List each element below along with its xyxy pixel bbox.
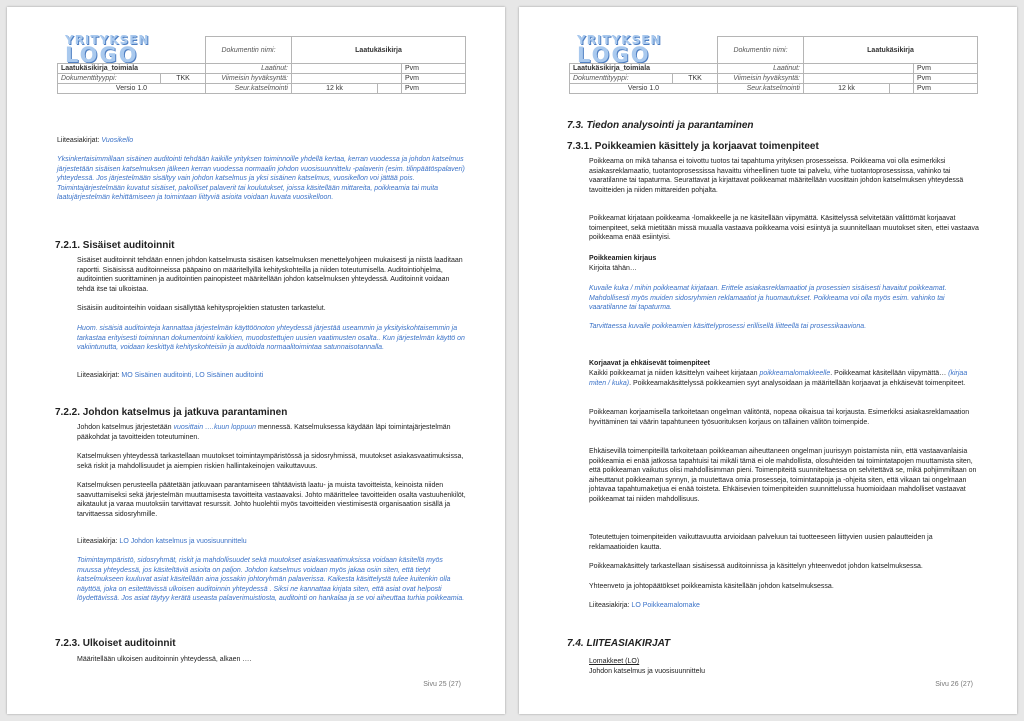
followup-value: 12 kk [804,84,890,94]
followup-value: 12 kk [292,84,378,94]
doctype-label: Dokumenttityyppi: [570,74,673,84]
process-guidance: Tarvittaessa kuvaile poikkeamien käsittelyprosessi erillisellä liitteellä tai prosessikaaviona. [589,323,867,330]
doc-name-value: Laatukäsikirja [804,37,978,64]
appendix-line: Liiteasiakirjat: Vuosikello [57,137,134,144]
doctype-label: Dokumenttityyppi: [58,74,161,84]
section-7-2-1-heading: 7.2.1. Sisäiset auditoinnit [55,240,175,251]
section-7-2-2-heading: 7.2.2. Johdon katselmus ja jatkuva parantaminen [55,407,288,418]
section-7-2-1-paragraph-1: Sisäiset auditoinnit tehdään ennen johdon katselmusta sisäisen katselmuksen menettelyohjeen mukaisesti ja niistä laaditaan raportti. Sisäisissä auditoinneissa pääpaino on määritellyillä kehityskohteilla ja niiden toteutumisella. Auditointiohjelma, auditointien suorittaminen ja auditointien painopisteet määritellään johdon katselmuksen yhteydessä. Auditoinnit voidaan tehdä itse tai ulkoistaa. [77,257,463,293]
section-7-2-2-paragraph-2: Katselmuksen yhteydessä tarkastellaan muutokset toimintaympäristössä ja sidosryhmissä, muutokset asiakasvaatimuksissa, sekä riskit ja mahdollisuudet ja aiempien riskien hallintakeinojen vaikuttavuus. [77,453,464,470]
prepared-label: Laatinut: [718,64,804,74]
followup-label: Seur.katselmointi [206,84,292,94]
document-header-table [57,36,466,94]
document-page-26 [519,7,1017,714]
section-7-2-2-paragraph-3: Katselmuksen perusteella päätetään jatkuvaan parantamiseen tähtäävistä laatu- ja muista tavoitteista, keinoista niiden saavuttamiseksi sekä järjestelmän muuttamisesta tavoitteita vastaavaksi. Johto määrittelee tavoitteiden osalta vastuuhenkilöt, aikataulut ja varaa muutoksiin tarvittavat resurssit. Johto huolehtii myös tavoitteiden viestimisestä organisaation sisällä ja tarvittaessa sidosryhmille. [77,482,466,518]
section-7-2-1-appendix: Liiteasiakirjat: MO Sisäinen auditointi, LO Sisäinen auditointi [77,372,264,379]
section-7-3-1-appendix-link[interactable]: LO Poikkeamalomake [631,602,700,609]
attachment-forms[interactable]: Lomakkeet (LO) [589,658,640,665]
section-7-2-1-paragraph-2: Sisäisiin auditointeihin voidaan sisällyttää kehitysprojektien statusten tarkastelut. [77,305,326,312]
section-7-2-2-appendix: Liiteasiakirja: LO Johdon katselmus ja vuosisuunnittelu [77,538,247,545]
section-7-2-2-guidance: Toimintaympäristö, sidosryhmät, riskit ja mahdollisuudet sekä muutokset asiakasvaatimuksissa voidaan käsitellä myös muussa yhteydessä, jos käsiteltäviä asioita on paljon. Johdon katselmus voidaan myös jakaa osiin siten, että tietyt katselmukseen kuuluvat asiat käsitellään aina jossakin johtoryhmän palaverissa. Kaikesta käsittelystä tulee kuitenkin olla näyttöä, joka on esitettävissä ulkoisen auditoinnin yhteydessä . Siksi ne kannattaa kirjata siten, että asiat ovat helposti löydettävissä. Jos asiat täytyy kerätä useasta palaverimuistiosta, auditointi on hankalaa ja se voi aiheuttaa turhia poikkeamia. [77,557,465,602]
logo-line-2: LOGO [65,43,139,67]
page-number: Sivu 25 (27) [423,681,461,688]
logo-line-2: LOGO [577,43,651,67]
section-7-3-1-heading: 7.3.1. Poikkeamien käsittely ja korjaavat toimenpiteet [567,141,819,152]
handbook-label: Laatukäsikirja_toimiala [570,64,718,74]
followup-label: Seur.katselmointi [718,84,804,94]
section-7-2-3-heading: 7.2.3. Ulkoiset auditoinnit [55,638,176,649]
section-7-2-2-paragraph-1: Johdon katselmus järjestetään vuosittain ….kuun loppuun mennessä. Katselmuksessa käydään läpi toimintajärjestelmän pääkohdat ja tavoitteiden toteutuminen. [77,424,451,441]
section-7-2-2-appendix-link[interactable]: LO Johdon katselmus ja vuosisuunnittelu [119,538,247,545]
document-header-table [569,36,978,94]
actions-paragraph-5: Poikkeamakäsittely tarkastellaan sisäisessä auditoinnissa ja käsittelyn yhteenvedot johdon katselmuksessa. [589,563,923,570]
logo-line-1: YRITYKSEN [65,33,150,47]
version-label: Versio 1.0 [58,84,206,94]
followup-date-label: Pvm [914,84,978,94]
page-number: Sivu 26 (27) [935,681,973,688]
doctype-value: TKK [673,74,718,84]
actions-paragraph-6: Yhteenveto ja johtopäätökset poikkeamista käsitellään johdon katselmuksessa. [589,583,834,590]
form-link[interactable]: poikkeamalomakkeelle [759,370,831,377]
section-7-2-1-appendix-links[interactable]: MO Sisäinen auditointi, LO Sisäinen auditointi [121,372,264,379]
approved-date-label: Pvm [402,74,466,84]
section-7-3-1-paragraph-2: Poikkeamat kirjataan poikkeama -lomakkeelle ja ne käsitellään viipymättä. Käsittelyssä selvitetään välittömät korjaavat toimenpiteet, sekä mietitään missä muualla vastaava poikkeama voisi esiintyä ja suunnitellaan muutokset siten, ettei vastaava poikkeama enää esiintyisi. [589,215,979,241]
appendix-link[interactable]: Vuosikello [101,137,134,144]
handbook-label: Laatukäsikirja_toimiala [58,64,206,74]
prepared-date-label: Pvm [402,64,466,74]
prepared-date-label: Pvm [914,64,978,74]
attachment-management-review: Johdon katselmus ja vuosisuunnittelu [589,668,705,675]
followup-date-label: Pvm [402,84,466,94]
approved-date-label: Pvm [914,74,978,84]
actions-paragraph-2: Poikkeaman korjaamisella tarkoitetaan ongelman välitöntä, nopeaa oikaisua tai korjausta. Esimerkiksi asiakasreklamaation hyvittäminen tai väärin tapahtuneen työsuorituksen korjaus on tällainen välitön toimenpide. [589,409,970,426]
section-7-2-3-paragraph-1: Määritellään ulkoisen auditoinnin yhteydessä, alkaen …. [77,656,252,663]
prepared-label: Laatinut: [206,64,292,74]
recording-guidance: Kuvaile kuka / mihin poikkeamat kirjataan. Erittele asiakasreklamaatiot ja prosessien sisäisesti havaitut poikkeamat. Mahdollisesti myös muiden sidosryhmien reklamaatiot ja huomautukset. Poikkeama voi olla myös esim. vahinko tai vaaratilanne tai tapaturma. [589,285,947,311]
recording-placeholder: Kirjoita tähän… [589,265,637,272]
document-page-25 [7,7,505,714]
section-7-4-heading: 7.4. LIITEASIAKIRJAT [567,638,671,649]
doctype-value: TKK [161,74,206,84]
doc-name-label: Dokumentin nimi: [718,37,804,64]
approved-label: Viimeisin hyväksyntä: [718,74,804,84]
section-7-3-1-paragraph-1: Poikkeama on mikä tahansa ei toivottu tuotos tai tapahtuma yrityksen prosesseissa. Poikkeama voi olla esimerkiksi asiakasreklamaatio, tuotantoprosessissa havaittu virheellinen tuote tai palvelu, virhe tuotantoprosessissa, vahinko tai vaaratilanne tai tapaturma. Seurattavat ja kirjattavat poikkeamat määritellään vuosittain johdon katselmuksen yhteydessä tavoitteiden ja niiden mittareiden pohjalta. [589,158,964,194]
actions-paragraph-1: Kaikki poikkeamat ja niiden käsittelyn vaiheet kirjataan poikkeamalomakkeelle. Poikkeamat käsitellään viipymättä… (kirjaa miten / kuka). Poikkeamakäsittelyssä poikkeamien syyt analysoidaan ja määritellään korjaavat ja ehkäisevät toimenpiteet. [589,370,968,387]
section-7-3-1-appendix: Liiteasiakirja: LO Poikkeamalomake [589,602,700,609]
subheading-recording: Poikkeamien kirjaus [589,255,657,262]
approved-label: Viimeisin hyväksyntä: [206,74,292,84]
actions-paragraph-3: Ehkäisevillä toimenpiteillä tarkoitetaan poikkeaman aiheuttaneen ongelman juurisyyn poistamista niin, että vastaavanlaisia poikkeamia ei enää jatkossa tapahtuisi tai mikäli tämä ei ole mahdollista, olosuhteiden tai toimintatapojen muuttamista siten, että poikkeaman vaikutus olisi mahdollisimman pieni. Toimenpiteitä suunniteltaessa on selvitettävä se, mikä pohjimmiltaan on aiheuttanut poikkeaman synnyn, ja muutettava omia prosesseja, toimintatapoja ja -ohjeita siten, että vikaan tai ongelmaan johtavaa tapahtumaketjua ei enää toisteta. Ehkäisevien toimenpiteiden suunnittelussa huomioidaan mahdolliset vastaavat poikkeamat tai niiden mahdollisuus. [589,448,977,503]
intro-guidance: Yksinkertaisimmillaan sisäinen auditointi tehdään kaikille yrityksen toiminnoille yhdellä kertaa, kerran vuodessa ja johdon katselmus järjestetään sisäisen katselmuksen jälkeen kerran vuodessa normaalin johdon vuosisuunnittelu -palaverin (esim. tilinpäätöspalaveri) yhteydessä. Jos järjestelmään sisältyy vain johdon katselmus ja yksi sisäinen katselmus, vuosikellon voi jättää pois. Toimintajärjestelmään kuvatut sisäiset, pakolliset palaverit tai koulutukset, joissa käsitellään mittareita, poikkeamia tai muita laatujärjestelmän kehittämiseen ja toimintaan liittyviä asioita voidaan kuvata vuosikelloon. [57,156,465,201]
logo-line-1: YRITYKSEN [577,33,662,47]
section-7-3-heading: 7.3. Tiedon analysointi ja parantaminen [567,120,754,131]
section-7-2-1-guidance: Huom. sisäisiä auditointeja kannattaa järjestelmän käyttöönoton yhteydessä järjestää useammin ja yksityiskohtaisemmin ja tarkastaa erityisesti toiminnan dokumentointi kaikkien, muodostettujen uusien vaatimusten osalta.. Kun järjestelmän käyttö on vakiintunutta, voidaan keskittyä kehityskohteisiin ja auditoida normaalitoimintaa satunnaisotannalla. [77,325,465,351]
subheading-actions: Korjaavat ja ehkäisevät toimenpiteet [589,360,710,367]
version-label: Versio 1.0 [570,84,718,94]
doc-name-label: Dokumentin nimi: [206,37,292,64]
doc-name-value: Laatukäsikirja [292,37,466,64]
actions-paragraph-4: Toteutettujen toimenpiteiden vaikuttavuutta arvioidaan palveluun tai tuotteeseen liittyvien uusien palautteiden ja reklamaatioiden kautta. [589,534,933,551]
